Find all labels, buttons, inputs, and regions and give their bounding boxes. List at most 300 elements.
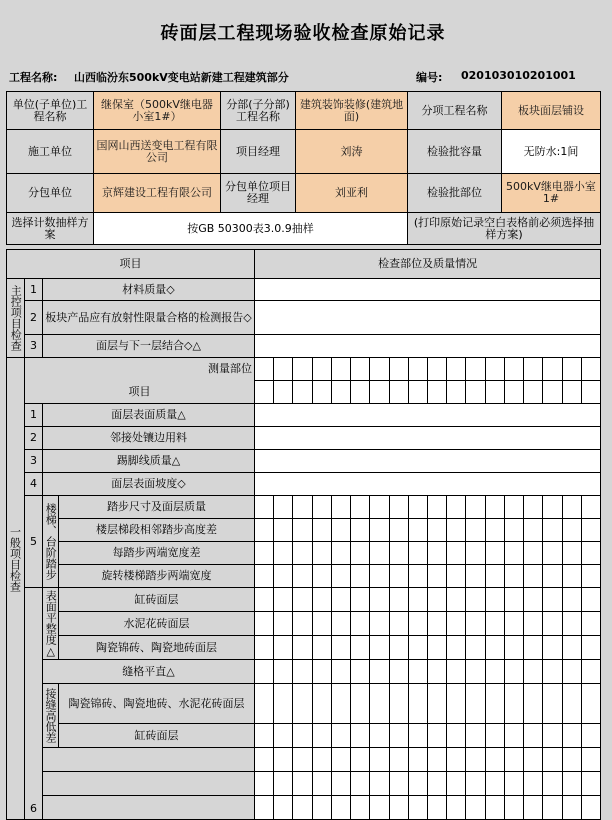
measure-cell[interactable] bbox=[447, 724, 466, 748]
measure-cell[interactable] bbox=[504, 358, 523, 381]
measure-cell[interactable] bbox=[447, 684, 466, 724]
measure-cell[interactable] bbox=[428, 381, 447, 404]
measure-cell[interactable] bbox=[351, 565, 370, 588]
measure-cell[interactable] bbox=[543, 684, 562, 724]
measure-cell[interactable] bbox=[543, 724, 562, 748]
measure-cell[interactable] bbox=[389, 519, 408, 542]
measure-cell[interactable] bbox=[293, 636, 312, 660]
measure-cell[interactable] bbox=[562, 748, 581, 772]
measure-cell[interactable] bbox=[255, 660, 274, 684]
measure-cell[interactable] bbox=[524, 796, 543, 820]
measure-cell[interactable] bbox=[351, 588, 370, 612]
measure-cell[interactable] bbox=[293, 588, 312, 612]
measure-cell[interactable] bbox=[562, 772, 581, 796]
measure-cell[interactable] bbox=[504, 381, 523, 404]
measure-cell[interactable] bbox=[389, 772, 408, 796]
measure-cell[interactable] bbox=[543, 358, 562, 381]
measure-cell[interactable] bbox=[351, 519, 370, 542]
measure-cell[interactable] bbox=[466, 519, 485, 542]
measure-cell[interactable] bbox=[447, 381, 466, 404]
measure-cell[interactable] bbox=[293, 612, 312, 636]
measure-cell[interactable] bbox=[466, 565, 485, 588]
measure-cell[interactable] bbox=[370, 496, 389, 519]
measure-cell[interactable] bbox=[370, 636, 389, 660]
measure-cell[interactable] bbox=[274, 519, 293, 542]
gen-item-2: 邻接处镶边用料 bbox=[43, 427, 255, 450]
item-value: 板块面层铺设 bbox=[502, 92, 601, 130]
blank-row bbox=[43, 772, 255, 796]
sampling-value[interactable]: 按GB 50300表3.0.9抽样 bbox=[94, 213, 408, 245]
measure-cell[interactable] bbox=[485, 358, 504, 381]
measure-cell[interactable] bbox=[293, 748, 312, 772]
measure-cell[interactable] bbox=[312, 772, 331, 796]
measure-cell[interactable] bbox=[255, 748, 274, 772]
measure-cell[interactable] bbox=[408, 660, 427, 684]
measure-cell[interactable] bbox=[485, 519, 504, 542]
flatness-sub-3: 陶瓷锦砖、陶瓷地砖面层 bbox=[59, 636, 255, 660]
measure-cell[interactable] bbox=[331, 588, 350, 612]
measure-cell[interactable] bbox=[389, 612, 408, 636]
measure-cell[interactable] bbox=[562, 565, 581, 588]
measure-cell[interactable] bbox=[274, 684, 293, 724]
measure-cell[interactable] bbox=[543, 772, 562, 796]
measure-cell[interactable] bbox=[543, 588, 562, 612]
measure-cell[interactable] bbox=[447, 588, 466, 612]
measure-cell[interactable] bbox=[408, 612, 427, 636]
measure-cell[interactable] bbox=[255, 565, 274, 588]
measure-cell[interactable] bbox=[312, 724, 331, 748]
measure-cell[interactable] bbox=[581, 796, 600, 820]
measure-cell[interactable] bbox=[293, 660, 312, 684]
measure-cell[interactable] bbox=[447, 660, 466, 684]
measure-cell[interactable] bbox=[447, 796, 466, 820]
measure-cell[interactable] bbox=[389, 684, 408, 724]
measure-cell[interactable] bbox=[447, 612, 466, 636]
measure-cell[interactable] bbox=[351, 772, 370, 796]
measure-cell[interactable] bbox=[524, 381, 543, 404]
measure-cell[interactable] bbox=[351, 660, 370, 684]
gen-no-3: 3 bbox=[25, 450, 43, 473]
stairs-sub-3: 每踏步两端宽度差 bbox=[59, 542, 255, 565]
measure-cell[interactable] bbox=[274, 796, 293, 820]
measure-cell[interactable] bbox=[408, 381, 427, 404]
measure-cell[interactable] bbox=[485, 612, 504, 636]
measure-cell[interactable] bbox=[504, 542, 523, 565]
measure-cell[interactable] bbox=[293, 496, 312, 519]
measure-cell[interactable] bbox=[408, 358, 427, 381]
gen-result-3[interactable] bbox=[255, 450, 601, 473]
measure-cell[interactable] bbox=[351, 381, 370, 404]
measure-cell[interactable] bbox=[504, 660, 523, 684]
measure-cell[interactable] bbox=[408, 588, 427, 612]
measure-cell[interactable] bbox=[524, 588, 543, 612]
measure-cell[interactable] bbox=[428, 565, 447, 588]
measure-cell[interactable] bbox=[504, 612, 523, 636]
measure-cell[interactable] bbox=[543, 565, 562, 588]
measure-cell[interactable] bbox=[312, 660, 331, 684]
measure-cell[interactable] bbox=[543, 496, 562, 519]
measure-cell[interactable] bbox=[293, 796, 312, 820]
measure-cell[interactable] bbox=[485, 684, 504, 724]
measure-cell[interactable] bbox=[351, 496, 370, 519]
measure-cell[interactable] bbox=[293, 724, 312, 748]
measure-cell[interactable] bbox=[312, 542, 331, 565]
measure-cell[interactable] bbox=[485, 542, 504, 565]
measure-cell[interactable] bbox=[312, 588, 331, 612]
measure-cell[interactable] bbox=[331, 612, 350, 636]
measure-cell[interactable] bbox=[543, 660, 562, 684]
gen-result-1[interactable] bbox=[255, 404, 601, 427]
measure-cell[interactable] bbox=[331, 660, 350, 684]
measure-cell[interactable] bbox=[331, 542, 350, 565]
measure-cell[interactable] bbox=[428, 519, 447, 542]
measure-cell[interactable] bbox=[428, 542, 447, 565]
measure-cell[interactable] bbox=[581, 772, 600, 796]
measure-cell[interactable] bbox=[428, 684, 447, 724]
measure-cell[interactable] bbox=[389, 542, 408, 565]
measure-cell[interactable] bbox=[255, 496, 274, 519]
measure-cell[interactable] bbox=[312, 358, 331, 381]
measure-cell[interactable] bbox=[293, 519, 312, 542]
measure-cell[interactable] bbox=[312, 519, 331, 542]
measure-cell[interactable] bbox=[447, 565, 466, 588]
pm-label: 项目经理 bbox=[221, 130, 296, 174]
measure-cell[interactable] bbox=[255, 724, 274, 748]
measure-cell[interactable] bbox=[331, 358, 350, 381]
header-item: 项目 bbox=[7, 250, 255, 279]
measure-cell[interactable] bbox=[485, 588, 504, 612]
measure-cell[interactable] bbox=[389, 588, 408, 612]
measure-cell[interactable] bbox=[428, 796, 447, 820]
measure-cell[interactable] bbox=[370, 358, 389, 381]
measure-cell[interactable] bbox=[370, 748, 389, 772]
measure-cell[interactable] bbox=[389, 381, 408, 404]
measure-cell[interactable] bbox=[504, 772, 523, 796]
measure-cell[interactable] bbox=[389, 724, 408, 748]
measure-cell[interactable] bbox=[312, 565, 331, 588]
blank-row bbox=[43, 796, 255, 820]
measure-cell[interactable] bbox=[370, 519, 389, 542]
measure-cell[interactable] bbox=[331, 636, 350, 660]
measure-cell[interactable] bbox=[351, 636, 370, 660]
measure-cell[interactable] bbox=[389, 358, 408, 381]
measure-cell[interactable] bbox=[581, 358, 600, 381]
measure-cell[interactable] bbox=[504, 748, 523, 772]
measure-cell[interactable] bbox=[389, 636, 408, 660]
measure-cell[interactable] bbox=[447, 636, 466, 660]
measure-cell[interactable] bbox=[504, 496, 523, 519]
measure-cell[interactable] bbox=[581, 381, 600, 404]
measure-cell[interactable] bbox=[543, 542, 562, 565]
pm-value: 刘涛 bbox=[296, 130, 408, 174]
measure-cell[interactable] bbox=[408, 724, 427, 748]
measure-cell[interactable] bbox=[331, 748, 350, 772]
measure-cell[interactable] bbox=[466, 772, 485, 796]
gen-result-2[interactable] bbox=[255, 427, 601, 450]
measure-cell[interactable] bbox=[274, 588, 293, 612]
measure-cell[interactable] bbox=[274, 748, 293, 772]
measure-cell[interactable] bbox=[312, 636, 331, 660]
measure-cell[interactable] bbox=[389, 660, 408, 684]
gen-no-1: 1 bbox=[25, 404, 43, 427]
measure-cell[interactable] bbox=[408, 748, 427, 772]
measure-cell[interactable] bbox=[447, 358, 466, 381]
measure-cell[interactable] bbox=[504, 519, 523, 542]
inspection-sheet bbox=[6, 4, 600, 816]
measure-cell[interactable] bbox=[255, 612, 274, 636]
measure-cell[interactable] bbox=[504, 565, 523, 588]
measure-cell[interactable] bbox=[274, 358, 293, 381]
sampling-note: (打印原始记录空白表格前必须选择抽样方案) bbox=[408, 213, 601, 245]
measure-cell[interactable] bbox=[485, 496, 504, 519]
measure-cell[interactable] bbox=[428, 636, 447, 660]
measure-cell[interactable] bbox=[274, 724, 293, 748]
measure-cell[interactable] bbox=[351, 542, 370, 565]
measure-cell[interactable] bbox=[255, 381, 274, 404]
measure-cell[interactable] bbox=[293, 542, 312, 565]
measure-cell[interactable] bbox=[408, 542, 427, 565]
measure-cell[interactable] bbox=[428, 772, 447, 796]
measure-cell[interactable] bbox=[524, 724, 543, 748]
measure-cell[interactable] bbox=[581, 612, 600, 636]
measure-cell[interactable] bbox=[504, 588, 523, 612]
measure-cell[interactable] bbox=[331, 496, 350, 519]
measure-cell[interactable] bbox=[408, 565, 427, 588]
height-diff-sub-1: 陶瓷锦砖、陶瓷地砖、水泥花砖面层 bbox=[59, 684, 255, 724]
measure-cell[interactable] bbox=[581, 519, 600, 542]
measure-cell[interactable] bbox=[255, 684, 274, 724]
measure-cell[interactable] bbox=[331, 565, 350, 588]
measure-cell[interactable] bbox=[485, 660, 504, 684]
measure-cell[interactable] bbox=[255, 588, 274, 612]
sub-label: 分包单位 bbox=[7, 174, 94, 213]
measure-cell[interactable] bbox=[524, 519, 543, 542]
measure-cell[interactable] bbox=[370, 724, 389, 748]
measure-cell[interactable] bbox=[428, 358, 447, 381]
measure-cell[interactable] bbox=[408, 796, 427, 820]
measure-cell[interactable] bbox=[255, 636, 274, 660]
measure-cell[interactable] bbox=[562, 796, 581, 820]
measure-cell[interactable] bbox=[408, 496, 427, 519]
measure-cell[interactable] bbox=[562, 660, 581, 684]
measure-cell[interactable] bbox=[293, 684, 312, 724]
measure-cell[interactable] bbox=[293, 772, 312, 796]
measure-cell[interactable] bbox=[581, 636, 600, 660]
measure-cell[interactable] bbox=[274, 565, 293, 588]
measure-cell[interactable] bbox=[389, 796, 408, 820]
blank-row bbox=[43, 748, 255, 772]
measure-cell[interactable] bbox=[581, 565, 600, 588]
measure-cell[interactable] bbox=[504, 636, 523, 660]
measure-cell[interactable] bbox=[524, 358, 543, 381]
measure-cell[interactable] bbox=[581, 684, 600, 724]
measure-cell[interactable] bbox=[331, 684, 350, 724]
measure-cell[interactable] bbox=[562, 636, 581, 660]
measure-cell[interactable] bbox=[466, 724, 485, 748]
measure-cell[interactable] bbox=[562, 684, 581, 724]
measure-cell[interactable] bbox=[274, 772, 293, 796]
measure-cell[interactable] bbox=[447, 519, 466, 542]
measure-cell[interactable] bbox=[562, 381, 581, 404]
measure-cell[interactable] bbox=[485, 381, 504, 404]
measure-cell[interactable] bbox=[255, 772, 274, 796]
measure-cell[interactable] bbox=[428, 496, 447, 519]
measure-cell[interactable] bbox=[331, 796, 350, 820]
measure-cell[interactable] bbox=[351, 612, 370, 636]
measure-cell[interactable] bbox=[524, 496, 543, 519]
measure-cell[interactable] bbox=[312, 748, 331, 772]
main-result-3[interactable] bbox=[255, 335, 601, 358]
measure-cell[interactable] bbox=[485, 724, 504, 748]
measure-cell[interactable] bbox=[466, 796, 485, 820]
measure-cell[interactable] bbox=[466, 381, 485, 404]
measure-cell[interactable] bbox=[466, 636, 485, 660]
measure-cell[interactable] bbox=[524, 772, 543, 796]
measure-cell[interactable] bbox=[389, 748, 408, 772]
measure-cell[interactable] bbox=[389, 496, 408, 519]
measure-cell[interactable] bbox=[428, 588, 447, 612]
measure-cell[interactable] bbox=[312, 496, 331, 519]
measure-cell[interactable] bbox=[504, 684, 523, 724]
measure-cell[interactable] bbox=[255, 358, 274, 381]
stairs-sub-2: 楼层梯段相邻踏步高度差 bbox=[59, 519, 255, 542]
measure-cell[interactable] bbox=[255, 542, 274, 565]
measure-cell[interactable] bbox=[370, 565, 389, 588]
measure-cell[interactable] bbox=[351, 684, 370, 724]
measure-cell[interactable] bbox=[351, 748, 370, 772]
measure-cell[interactable] bbox=[370, 660, 389, 684]
measure-cell[interactable] bbox=[293, 358, 312, 381]
measure-cell[interactable] bbox=[562, 724, 581, 748]
measure-cell[interactable] bbox=[447, 748, 466, 772]
measure-cell[interactable] bbox=[485, 565, 504, 588]
measure-cell[interactable] bbox=[485, 772, 504, 796]
measure-cell[interactable] bbox=[274, 636, 293, 660]
measure-cell[interactable] bbox=[274, 496, 293, 519]
measure-cell[interactable] bbox=[466, 542, 485, 565]
general-group-label: 一般项目检查 bbox=[7, 358, 25, 820]
measure-cell[interactable] bbox=[274, 381, 293, 404]
measure-cell[interactable] bbox=[466, 612, 485, 636]
measure-cell[interactable] bbox=[370, 542, 389, 565]
measure-cell[interactable] bbox=[408, 772, 427, 796]
main-result-1[interactable] bbox=[255, 279, 601, 301]
measure-cell[interactable] bbox=[524, 565, 543, 588]
measure-cell[interactable] bbox=[581, 660, 600, 684]
measure-cell[interactable] bbox=[408, 636, 427, 660]
measure-cell[interactable] bbox=[485, 748, 504, 772]
measure-cell[interactable] bbox=[524, 612, 543, 636]
measure-cell[interactable] bbox=[312, 612, 331, 636]
measure-cell[interactable] bbox=[331, 519, 350, 542]
main-result-2[interactable] bbox=[255, 301, 601, 335]
info-table bbox=[6, 91, 601, 245]
measure-cell[interactable] bbox=[428, 748, 447, 772]
measure-cell[interactable] bbox=[543, 748, 562, 772]
measure-cell[interactable] bbox=[524, 636, 543, 660]
measure-cell[interactable] bbox=[312, 796, 331, 820]
measure-cell[interactable] bbox=[370, 772, 389, 796]
measure-cell[interactable] bbox=[428, 724, 447, 748]
gen-item-3: 踢脚线质量△ bbox=[43, 450, 255, 473]
measure-cell[interactable] bbox=[370, 588, 389, 612]
measure-cell[interactable] bbox=[485, 796, 504, 820]
measure-cell[interactable] bbox=[351, 724, 370, 748]
measure-cell[interactable] bbox=[255, 519, 274, 542]
measure-cell[interactable] bbox=[504, 796, 523, 820]
measure-cell[interactable] bbox=[370, 796, 389, 820]
measure-cell[interactable] bbox=[504, 724, 523, 748]
measure-cell[interactable] bbox=[581, 724, 600, 748]
measure-cell[interactable] bbox=[331, 772, 350, 796]
measure-cell[interactable] bbox=[466, 748, 485, 772]
measure-cell[interactable] bbox=[370, 612, 389, 636]
measure-cell[interactable] bbox=[562, 496, 581, 519]
gen-result-4[interactable] bbox=[255, 473, 601, 496]
measure-cell[interactable] bbox=[274, 542, 293, 565]
measure-cell[interactable] bbox=[524, 660, 543, 684]
measure-cell[interactable] bbox=[331, 381, 350, 404]
measure-cell[interactable] bbox=[293, 565, 312, 588]
header-item-2: 项目 bbox=[25, 381, 255, 404]
measure-cell[interactable] bbox=[370, 684, 389, 724]
measure-cell[interactable] bbox=[543, 796, 562, 820]
measure-cell[interactable] bbox=[370, 381, 389, 404]
measure-cell[interactable] bbox=[466, 496, 485, 519]
measure-cell[interactable] bbox=[447, 496, 466, 519]
measure-cell[interactable] bbox=[543, 381, 562, 404]
measure-cell[interactable] bbox=[562, 612, 581, 636]
measure-cell[interactable] bbox=[466, 358, 485, 381]
measure-cell[interactable] bbox=[447, 542, 466, 565]
measure-cell[interactable] bbox=[543, 636, 562, 660]
measure-cell[interactable] bbox=[485, 636, 504, 660]
measure-cell[interactable] bbox=[255, 796, 274, 820]
measure-cell[interactable] bbox=[447, 772, 466, 796]
measure-cell[interactable] bbox=[351, 796, 370, 820]
measure-cell[interactable] bbox=[389, 565, 408, 588]
stairs-sub-4: 旋转楼梯踏步两端宽度 bbox=[59, 565, 255, 588]
measure-cell[interactable] bbox=[581, 748, 600, 772]
measure-cell[interactable] bbox=[581, 588, 600, 612]
measure-cell[interactable] bbox=[543, 519, 562, 542]
measure-cell[interactable] bbox=[466, 660, 485, 684]
measure-cell[interactable] bbox=[524, 684, 543, 724]
measure-cell[interactable] bbox=[428, 612, 447, 636]
measure-cell[interactable] bbox=[274, 612, 293, 636]
measure-cell[interactable] bbox=[331, 724, 350, 748]
measure-cell[interactable] bbox=[543, 612, 562, 636]
measure-cell[interactable] bbox=[408, 519, 427, 542]
measure-cell[interactable] bbox=[466, 684, 485, 724]
measure-cell[interactable] bbox=[581, 496, 600, 519]
measure-cell[interactable] bbox=[274, 660, 293, 684]
measure-cell[interactable] bbox=[466, 588, 485, 612]
measure-cell[interactable] bbox=[293, 381, 312, 404]
measure-cell[interactable] bbox=[581, 542, 600, 565]
measure-cell[interactable] bbox=[408, 684, 427, 724]
measure-cell[interactable] bbox=[312, 684, 331, 724]
measure-cell[interactable] bbox=[428, 660, 447, 684]
measure-cell[interactable] bbox=[562, 358, 581, 381]
measure-cell[interactable] bbox=[524, 748, 543, 772]
measure-cell[interactable] bbox=[562, 542, 581, 565]
measure-cell[interactable] bbox=[351, 358, 370, 381]
measure-cell[interactable] bbox=[312, 381, 331, 404]
measure-cell[interactable] bbox=[562, 519, 581, 542]
measure-cell[interactable] bbox=[524, 542, 543, 565]
measure-cell[interactable] bbox=[562, 588, 581, 612]
